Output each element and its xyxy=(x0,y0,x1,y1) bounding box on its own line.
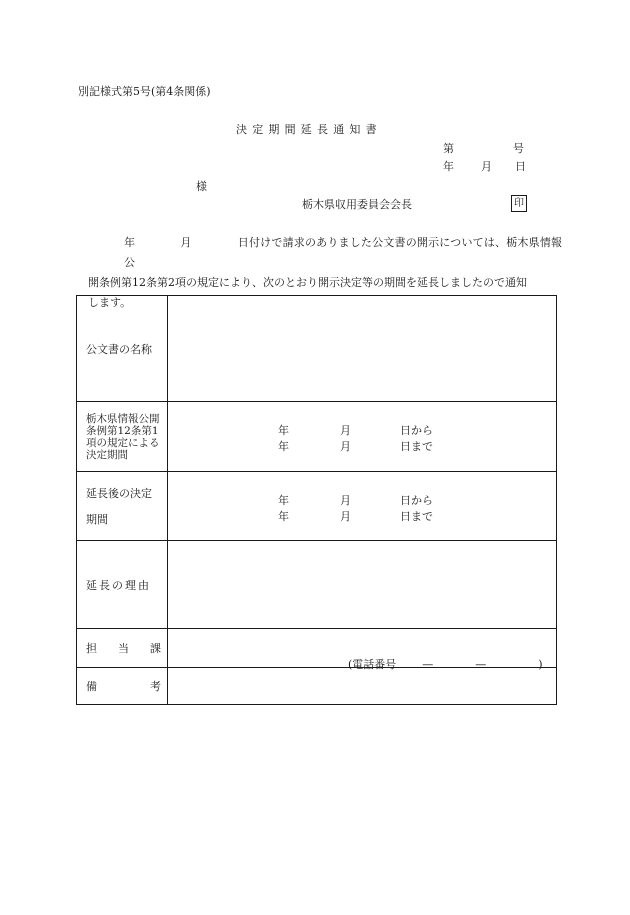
extended-to-row: 年 月 日まで xyxy=(278,510,433,523)
document-name-field[interactable] xyxy=(168,296,557,402)
table-row xyxy=(77,629,557,668)
body-line2: 開条例第12条第2項の規定により、次のとおり開示決定等の期間を延長しましたので通知 xyxy=(88,276,527,289)
remarks-label xyxy=(77,668,168,705)
extended-from-row: 年 月 日から xyxy=(278,494,433,507)
decision-period-field[interactable] xyxy=(168,402,557,472)
date-year-label: 年 xyxy=(443,160,454,173)
extension-reason-label: 延長の理由 xyxy=(77,541,168,629)
table-row xyxy=(77,472,557,541)
label-char: 備 xyxy=(86,680,97,693)
table-row xyxy=(77,402,557,472)
date-day-label: 日 xyxy=(515,160,526,173)
phone-number-line: (電話番号 — — ) xyxy=(348,658,543,671)
table-row xyxy=(77,541,557,629)
number-prefix: 第 xyxy=(443,142,454,155)
period-from-row: 年 月 日から xyxy=(278,424,433,437)
period-to-row: 年 月 日まで xyxy=(278,440,433,453)
body-month: 月 xyxy=(180,236,192,249)
remarks-text xyxy=(86,678,161,694)
document-name-label: 公文書の名称 xyxy=(77,296,168,402)
number-suffix: 号 xyxy=(513,142,524,155)
sender-name: 栃木県収用委員会会長 xyxy=(302,198,412,211)
label-char: 課 xyxy=(150,642,161,655)
date-month-label: 月 xyxy=(481,160,492,173)
label-char: 担 xyxy=(86,642,97,655)
table-row xyxy=(77,296,557,402)
body-year: 年 xyxy=(124,236,136,249)
body-line3: します。 xyxy=(88,296,132,309)
section-in-charge-label xyxy=(77,629,168,668)
form-number-label: 別記様式第5号(第4条関係) xyxy=(78,85,211,98)
document-title: 決定期間延長通知書 xyxy=(236,123,382,136)
body-line1: 日付けで請求のありました公文書の開示については、栃木県情報公 xyxy=(124,236,563,269)
table-row xyxy=(77,668,557,705)
section-in-charge-field[interactable] xyxy=(168,629,557,671)
label-char: 当 xyxy=(118,642,129,655)
remarks-field[interactable] xyxy=(168,668,557,705)
addressee-suffix: 様 xyxy=(196,180,207,193)
decision-period-label: 栃木県情報公開条例第12条第1項の規定による決定期間 xyxy=(77,402,168,472)
section-in-charge-text xyxy=(86,640,161,656)
extension-reason-field[interactable] xyxy=(168,541,557,629)
seal-stamp-box: 印 xyxy=(511,195,527,212)
extended-period-field[interactable] xyxy=(168,472,557,541)
label-char: 考 xyxy=(150,680,161,693)
notice-table xyxy=(76,295,557,705)
extended-period-label: 延長後の決定 期間 xyxy=(77,472,168,541)
